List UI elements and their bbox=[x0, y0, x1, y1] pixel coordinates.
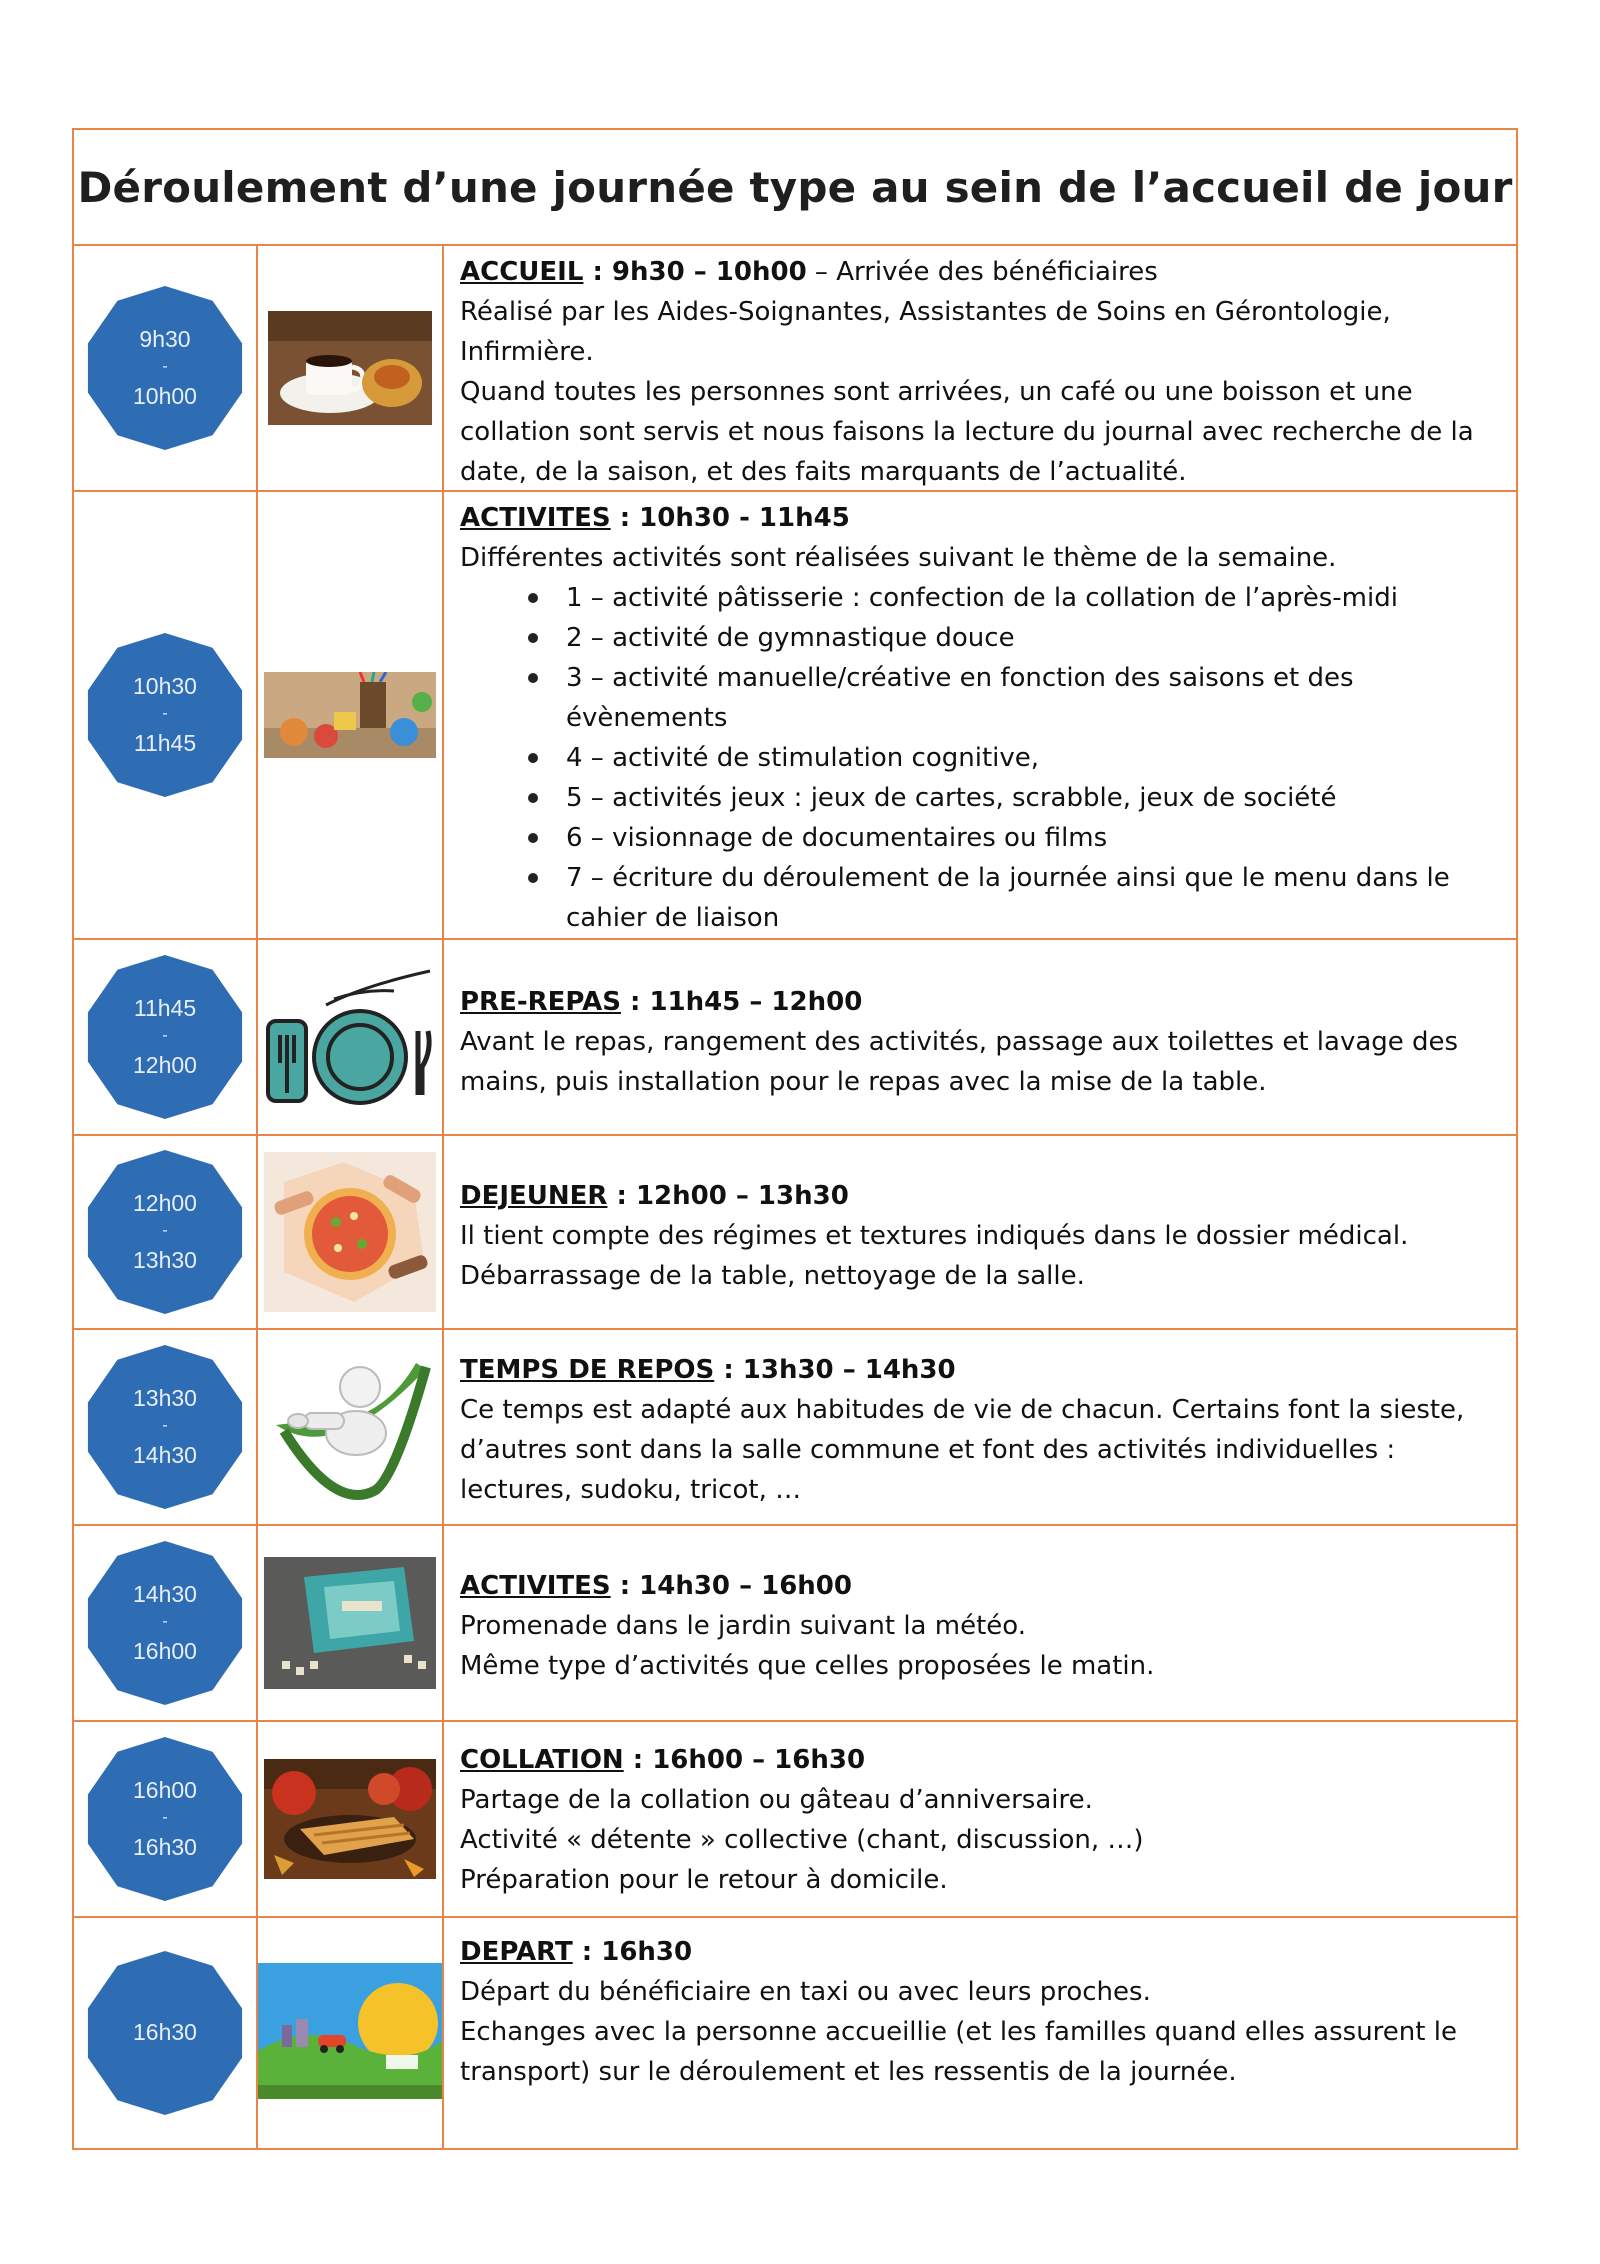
list-item: 4 – activité de stimulation cognitive, bbox=[524, 738, 1502, 778]
time-badge: 10h30 - 11h45 bbox=[83, 633, 247, 797]
time-badge: 9h30 - 10h00 bbox=[83, 286, 247, 450]
apple-pie-photo bbox=[264, 1759, 436, 1879]
time-badge: 16h00 - 16h30 bbox=[83, 1737, 247, 1901]
list-item: 1 – activité pâtisserie : confection de la collation de l’après-midi bbox=[524, 578, 1502, 618]
schedule-row-collation bbox=[74, 1722, 1516, 1918]
coffee-croissant-photo bbox=[268, 311, 432, 425]
title-box bbox=[74, 130, 1516, 246]
schedule-row-pre-repas bbox=[74, 940, 1516, 1136]
schedule-row-activites-matin bbox=[74, 492, 1516, 940]
time-badge: 11h45 - 12h00 bbox=[83, 955, 247, 1119]
schedule-row-activites-apres-midi bbox=[74, 1526, 1516, 1722]
list-item: 5 – activités jeux : jeux de cartes, scrabble, jeux de société bbox=[524, 778, 1502, 818]
car-landscape-illustration bbox=[258, 1963, 442, 2099]
time-badge: 14h30 - 16h00 bbox=[83, 1541, 247, 1705]
row-description: ACTIVITES : 10h30 - 11h45 Différentes activités sont réalisées suivant le thème de la semaine. 1 – activité pâtisserie : confection de la collation de l’après-midi 2 – activité de gymnastique douce 3 – activité manuelle/créative en fonction des saisons et des évènements 4 – activité de stimulation cognitive, 5 – activités jeux : jeux de cartes, scrabble, jeux de société 6 – visionnage de documentaires ou films 7 – écriture du déroulement de la journée ainsi que le menu dans le cahier de liaison bbox=[444, 492, 1516, 938]
row-description: COLLATION : 16h00 – 16h30 Partage de la collation ou gâteau d’anniversaire. Activité « détente » collective (chant, discussion, …) Préparation pour le retour à domicile. bbox=[460, 1745, 1144, 1895]
pizza-sharing-photo bbox=[264, 1152, 436, 1312]
list-item: 3 – activité manuelle/créative en fonction des saisons et des évènements bbox=[524, 658, 1502, 738]
plate-cutlery-icon bbox=[264, 965, 436, 1109]
list-item: 2 – activité de gymnastique douce bbox=[524, 618, 1502, 658]
schedule-row-accueil bbox=[74, 246, 1516, 492]
schedule-row-repos bbox=[74, 1330, 1516, 1526]
time-badge: 16h30 bbox=[83, 1951, 247, 2115]
list-item: 6 – visionnage de documentaires ou films bbox=[524, 818, 1502, 858]
row-description: ACCUEIL : 9h30 – 10h00 – Arrivée des bénéficiaires Réalisé par les Aides-Soignantes, Assistantes de Soins en Gérontologie, Infirmière. Quand toutes les personnes sont arrivées, un café ou une boisson et une collation sont servis et nous faisons la lecture du journal avec recherche de la date, de la saison, et des faits marquants de l’actualité. bbox=[460, 257, 1474, 487]
time-badge: 13h30 - 14h30 bbox=[83, 1345, 247, 1509]
row-description: PRE-REPAS : 11h45 – 12h00 Avant le repas, rangement des activités, passage aux toilettes et lavage des mains, puis installation pour le repas avec la mise de la table. bbox=[460, 987, 1459, 1097]
row-description: DEPART : 16h30 Départ du bénéficiaire en taxi ou avec leurs proches. Echanges avec la personne accueillie (et les familles quand elles assurent le transport) sur le déroulement et les ressentis de la journée. bbox=[460, 1937, 1457, 2087]
activity-list bbox=[460, 578, 1502, 938]
schedule-row-depart bbox=[74, 1918, 1516, 2148]
scrabble-board-photo bbox=[264, 1557, 436, 1689]
row-description: ACTIVITES : 14h30 – 16h00 Promenade dans le jardin suivant la météo. Même type d’activités que celles proposées le matin. bbox=[460, 1571, 1155, 1681]
row-description: DEJEUNER : 12h00 – 13h30 Il tient compte des régimes et textures indiqués dans le dossier médical. Débarrassage de la table, nettoyage de la salle. bbox=[460, 1181, 1409, 1291]
craft-supplies-photo bbox=[264, 672, 436, 758]
list-item: 7 – écriture du déroulement de la journée ainsi que le menu dans le cahier de liaison bbox=[524, 858, 1502, 938]
resting-figure-hammock-icon bbox=[264, 1351, 436, 1503]
page-title: Déroulement d’une journée type au sein de l’accueil de jour bbox=[77, 162, 1513, 212]
time-badge: 12h00 - 13h30 bbox=[83, 1150, 247, 1314]
schedule-row-dejeuner bbox=[74, 1136, 1516, 1330]
row-description: TEMPS DE REPOS : 13h30 – 14h30 Ce temps est adapté aux habitudes de vie de chacun. Certains font la sieste, d’autres sont dans la salle commune et font des activités individuelles : lectures, sudoku, tricot, … bbox=[460, 1355, 1465, 1505]
